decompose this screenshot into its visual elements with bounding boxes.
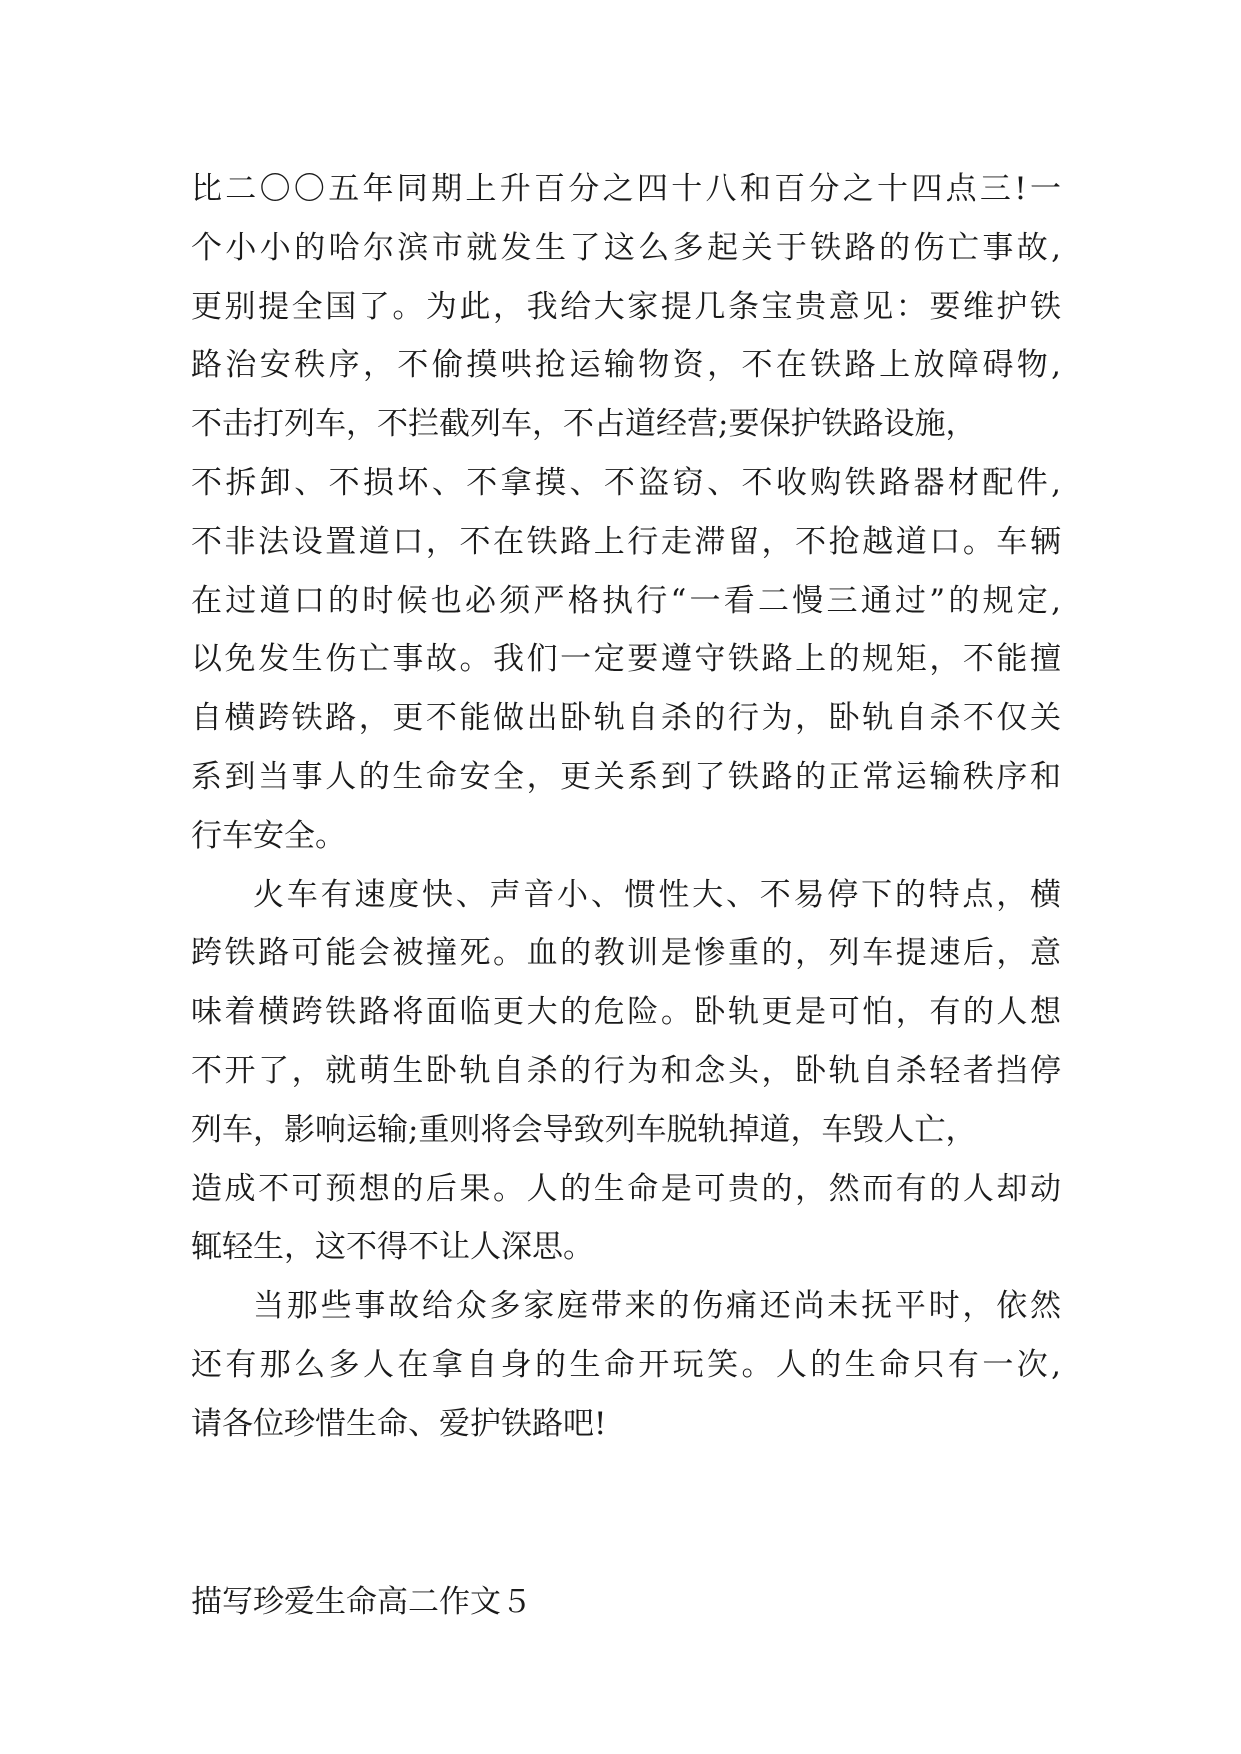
text-line: 当那些事故给众多家庭带来的伤痛还尚未抚平时，依然 [253, 1288, 1061, 1325]
text-line: 火车有速度快、声音小、惯性大、不易停下的特点，横 [253, 876, 1061, 913]
text-line: 以免发生伤亡事故。我们一定要遵守铁路上的规矩，不能擅 [191, 641, 1061, 678]
text-line: 造成不可预想的后果。人的生命是可贵的，然而有的人却动 [191, 1170, 1061, 1207]
text-line: 味着横跨铁路将面临更大的危险。卧轨更是可怕，有的人想 [191, 994, 1061, 1031]
text-line: 行车安全。 [191, 817, 346, 854]
text-line: 不非法设置道口，不在铁路上行走滞留，不抢越道口。车辆 [191, 523, 1061, 560]
text-line: 个小小的哈尔滨市就发生了这么多起关于铁路的伤亡事故, [191, 229, 1061, 266]
text-line: 比二〇〇五年同期上升百分之四十八和百分之十四点三!一 [191, 171, 1061, 207]
text-line: 不开了，就萌生卧轨自杀的行为和念头，卧轨自杀轻者挡停 [191, 1052, 1061, 1089]
text-line: 更别提全国了。为此，我给大家提几条宝贵意见：要维护铁 [191, 288, 1061, 325]
text-line: 在过道口的时候也必须严格执行“一看二慢三通过”的规定, [191, 582, 1061, 619]
text-line: 路治安秩序，不偷摸哄抢运输物资，不在铁路上放障碍物, [191, 347, 1061, 384]
text-line: 不拆卸、不损坏、不拿摸、不盗窃、不收购铁路器材配件, [191, 464, 1061, 501]
paragraph-2 [191, 866, 1061, 1278]
text-line: 辄轻生，这不得不让人深思。 [191, 1229, 594, 1266]
text-line: 列车，影响运输;重则将会导致列车脱轨掉道，车毁人亡， [191, 1111, 977, 1148]
text-line: 系到当事人的生命安全，更关系到了铁路的正常运输秩序和 [191, 758, 1061, 795]
paragraph-3 [191, 1277, 1061, 1453]
text-line: 还有那么多人在拿自身的生命开玩笑。人的生命只有一次, [191, 1346, 1061, 1383]
paragraph-1 [191, 160, 1061, 866]
text-line: 不击打列车，不拦截列车，不占道经营;要保护铁路设施， [191, 406, 977, 443]
text-line: 跨铁路可能会被撞死。血的教训是惨重的，列车提速后，意 [191, 935, 1061, 972]
text-line: 请各位珍惜生命、爱护铁路吧! [191, 1405, 607, 1442]
body-text [191, 160, 1061, 1454]
text-line: 自横跨铁路，更不能做出卧轨自杀的行为，卧轨自杀不仅关 [191, 700, 1061, 737]
section-heading: 描写珍爱生命高二作文５ [191, 1584, 532, 1620]
